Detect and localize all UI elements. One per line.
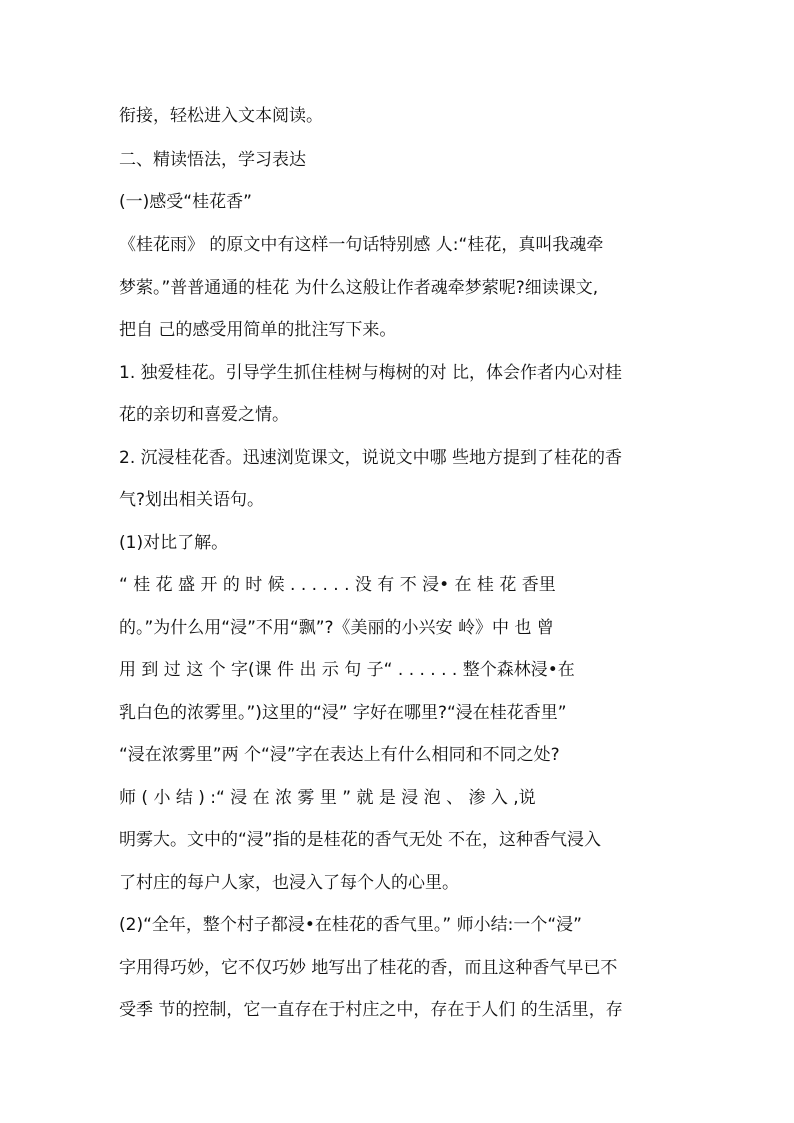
text-line: 气?划出相关语句。 [119,490,265,510]
list-item: 1. 独爱桂花。引导学生抓住桂树与梅树的对 比，体会作者内心对桂 [119,363,623,383]
text-line: 乳白色的浓雾里。”)这里的“浸” 字好在哪里?“浸在桂花香里” [119,703,567,723]
text-line: 受季 节的控制，它一直存在于村庄之中，存在于人们 的生活里，存 [119,1000,623,1020]
subsection-heading: (一)感受“桂花香” [119,192,252,212]
text-line: 的。”为什么用“浸”不用“飘”?《美丽的小兴安 岭》中 也 曾 [119,618,554,638]
sub-list-item: (1)对比了解。 [119,533,229,553]
text-line: 用 到 过 这 个 字(课 件 出 示 句 子“ . . . . . . 整个森林浸•在 [119,660,575,680]
text-line: 花的亲切和喜爱之情。 [119,405,289,425]
section-heading: 二、精读悟法，学习表达 [119,150,306,170]
text-line: 师 ( 小 结 ) :“ 浸 在 浓 雾 里 ” 就 是 浸 泡 、 渗 入 ,说 [119,788,536,808]
text-line: 把自 己的感受用简单的批注写下来。 [119,320,397,340]
text-line: “浸在浓雾里”两 个“浸”字在表达上有什么相同和不同之处? [119,745,560,765]
sub-list-item: (2)“全年，整个村子都浸•在桂花的香气里。” 师小结:一个“浸” [119,915,582,935]
text-line: 了村庄的每户人家，也浸入了每个人的心里。 [119,873,459,893]
text-line: 《桂花雨》 的原文中有这样一句话特别感 人:“桂花，真叫我魂牵 [119,235,604,255]
list-item: 2. 沉浸桂花香。迅速浏览课文，说说文中哪 些地方提到了桂花的香 [119,448,623,468]
text-line: 梦萦。”普普通通的桂花 为什么这般让作者魂牵梦萦呢?细读课文, [119,278,599,298]
text-line: “ 桂 花 盛 开 的 时 候 . . . . . . 没 有 不 浸• 在 桂 花 香里 [119,575,556,595]
text-line: 衔接，轻松进入文本阅读。 [119,106,323,126]
text-line: 字用得巧妙，它不仅巧妙 地写出了桂花的香，而且这种香气早已不 [119,958,618,978]
text-line: 明雾大。文中的“浸”指的是桂花的香气无处 不在，这种香气浸入 [119,830,602,850]
